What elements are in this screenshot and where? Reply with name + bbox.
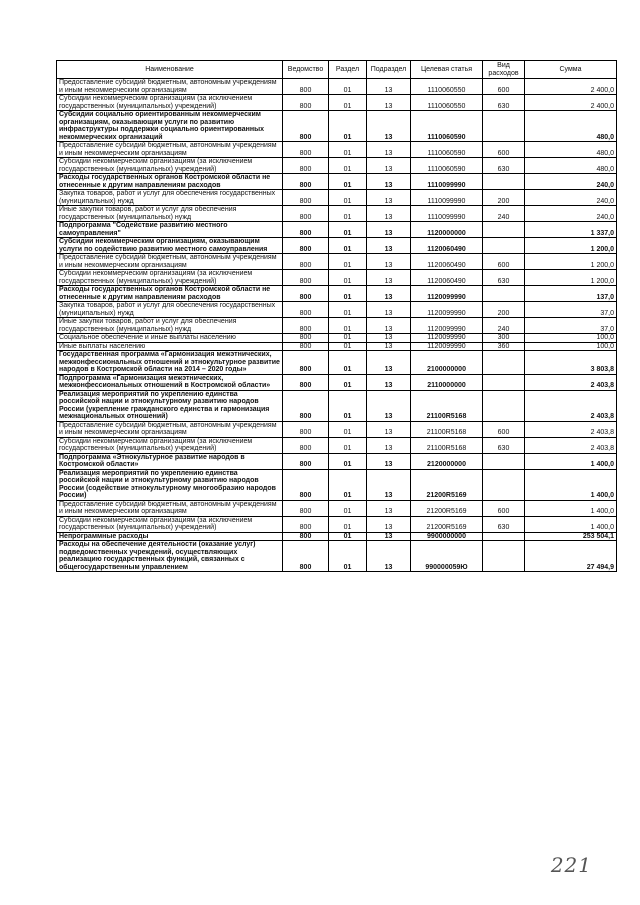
- cell-subsection: 13: [367, 142, 411, 158]
- cell-section: 01: [329, 516, 367, 532]
- cell-name: Закупка товаров, работ и услуг для обеспечения государственных (муниципальных) нужд: [57, 190, 283, 206]
- table-row: [57, 270, 617, 286]
- cell-name: Предоставление субсидий бюджетным, автономным учреждениям и иным некоммерческим организациям: [57, 421, 283, 437]
- cell-target: 21200R5169: [411, 469, 483, 500]
- cell-subsection: 13: [367, 254, 411, 270]
- cell-subsection: 13: [367, 174, 411, 190]
- cell-name: Иные закупки товаров, работ и услуг для обеспечения государственных (муниципальных) нужд: [57, 206, 283, 222]
- cell-name: Предоставление субсидий бюджетным, автономным учреждениям и иным некоммерческим организациям: [57, 79, 283, 95]
- cell-subsection: 13: [367, 158, 411, 174]
- cell-expense-type: [483, 351, 525, 375]
- table-row: [57, 190, 617, 206]
- cell-expense-type: 630: [483, 516, 525, 532]
- cell-subsection: 13: [367, 302, 411, 318]
- cell-subsection: 13: [367, 500, 411, 516]
- cell-target: 21100R5168: [411, 437, 483, 453]
- cell-subsection: 13: [367, 437, 411, 453]
- table-row: [57, 500, 617, 516]
- table-row: [57, 254, 617, 270]
- cell-ministry: 800: [283, 516, 329, 532]
- cell-name: Реализация мероприятий по укреплению единства российской нации и этнокультурному развитию народов России (содействие этнокультурному многообразию народов России): [57, 469, 283, 500]
- cell-ministry: 800: [283, 174, 329, 190]
- cell-amount: 100,0: [525, 334, 617, 343]
- cell-target: 1120060490: [411, 238, 483, 254]
- cell-subsection: 13: [367, 270, 411, 286]
- cell-expense-type: 600: [483, 79, 525, 95]
- cell-target: 990000059Ю: [411, 541, 483, 572]
- cell-expense-type: [483, 453, 525, 469]
- cell-section: 01: [329, 238, 367, 254]
- cell-subsection: 13: [367, 286, 411, 302]
- cell-amount: 2 403,8: [525, 421, 617, 437]
- cell-section: 01: [329, 334, 367, 343]
- cell-name: Субсидии некоммерческим организациям (за исключением государственных (муниципальных) учреждений): [57, 437, 283, 453]
- cell-target: 1120060490: [411, 270, 483, 286]
- cell-ministry: 800: [283, 142, 329, 158]
- cell-target: 1110099990: [411, 174, 483, 190]
- cell-amount: 2 403,8: [525, 390, 617, 421]
- cell-section: 01: [329, 254, 367, 270]
- cell-expense-type: 630: [483, 95, 525, 111]
- table-row: [57, 95, 617, 111]
- cell-target: 1110099990: [411, 206, 483, 222]
- cell-section: 01: [329, 351, 367, 375]
- cell-section: 01: [329, 111, 367, 142]
- cell-amount: 480,0: [525, 158, 617, 174]
- cell-amount: 1 400,0: [525, 453, 617, 469]
- cell-section: 01: [329, 390, 367, 421]
- cell-amount: 137,0: [525, 286, 617, 302]
- table-row: [57, 318, 617, 334]
- cell-section: 01: [329, 318, 367, 334]
- cell-amount: 37,0: [525, 302, 617, 318]
- table-row: [57, 541, 617, 572]
- cell-subsection: 13: [367, 190, 411, 206]
- cell-ministry: 800: [283, 453, 329, 469]
- cell-target: 1110060590: [411, 142, 483, 158]
- table-row: [57, 437, 617, 453]
- cell-name: Субсидии некоммерческим организациям (за исключением государственных (муниципальных) учреждений): [57, 158, 283, 174]
- cell-subsection: 13: [367, 374, 411, 390]
- table-row: [57, 174, 617, 190]
- cell-ministry: 800: [283, 111, 329, 142]
- cell-expense-type: [483, 390, 525, 421]
- cell-ministry: 800: [283, 532, 329, 541]
- cell-name: Непрограммные расходы: [57, 532, 283, 541]
- cell-subsection: 13: [367, 95, 411, 111]
- cell-subsection: 13: [367, 351, 411, 375]
- cell-subsection: 13: [367, 532, 411, 541]
- cell-ministry: 800: [283, 286, 329, 302]
- cell-subsection: 13: [367, 79, 411, 95]
- cell-subsection: 13: [367, 111, 411, 142]
- cell-subsection: 13: [367, 238, 411, 254]
- cell-ministry: 800: [283, 541, 329, 572]
- cell-ministry: 800: [283, 190, 329, 206]
- cell-target: 2110000000: [411, 374, 483, 390]
- cell-name: Социальное обеспечение и иные выплаты населению: [57, 334, 283, 343]
- cell-ministry: 800: [283, 437, 329, 453]
- cell-expense-type: 240: [483, 206, 525, 222]
- cell-target: 1120099990: [411, 334, 483, 343]
- table-row: [57, 469, 617, 500]
- header-ministry: Ведомство: [283, 61, 329, 79]
- page-number: 221: [550, 853, 592, 877]
- table-row: [57, 374, 617, 390]
- cell-target: 1110060590: [411, 158, 483, 174]
- table-header-row: [57, 61, 617, 79]
- cell-name: Субсидии некоммерческим организациям (за исключением государственных (муниципальных) учреждений): [57, 270, 283, 286]
- cell-ministry: 800: [283, 270, 329, 286]
- cell-name: Расходы на обеспечение деятельности (оказание услуг) подведомственных учреждений, осуществляющих реализацию государственных функций, связанных с общегосударственным управлением: [57, 541, 283, 572]
- cell-amount: 1 400,0: [525, 516, 617, 532]
- header-expense-type: Вид расходов: [483, 61, 525, 79]
- cell-section: 01: [329, 302, 367, 318]
- cell-subsection: 13: [367, 390, 411, 421]
- cell-section: 01: [329, 206, 367, 222]
- table-row: [57, 111, 617, 142]
- cell-target: 1110099990: [411, 190, 483, 206]
- cell-target: 1120099990: [411, 318, 483, 334]
- cell-ministry: 800: [283, 95, 329, 111]
- cell-section: 01: [329, 421, 367, 437]
- cell-expense-type: 600: [483, 142, 525, 158]
- header-target: Целевая статья: [411, 61, 483, 79]
- cell-expense-type: [483, 532, 525, 541]
- cell-section: 01: [329, 286, 367, 302]
- table-row: [57, 302, 617, 318]
- cell-section: 01: [329, 190, 367, 206]
- cell-ministry: 800: [283, 206, 329, 222]
- cell-amount: 1 200,0: [525, 238, 617, 254]
- cell-amount: 253 504,1: [525, 532, 617, 541]
- cell-ministry: 800: [283, 334, 329, 343]
- cell-target: 9900000000: [411, 532, 483, 541]
- cell-subsection: 13: [367, 469, 411, 500]
- cell-expense-type: 600: [483, 254, 525, 270]
- cell-amount: 240,0: [525, 174, 617, 190]
- cell-name: Субсидии социально ориентированным некоммерческим организациям, оказывающим услуги по развитию инфраструктуры поддержки социально ориентированных некоммерческих организаций: [57, 111, 283, 142]
- cell-ministry: 800: [283, 469, 329, 500]
- cell-target: 21100R5168: [411, 421, 483, 437]
- cell-section: 01: [329, 541, 367, 572]
- cell-section: 01: [329, 95, 367, 111]
- cell-section: 01: [329, 174, 367, 190]
- cell-target: 1120000000: [411, 222, 483, 238]
- cell-name: Предоставление субсидий бюджетным, автономным учреждениям и иным некоммерческим организациям: [57, 500, 283, 516]
- cell-section: 01: [329, 532, 367, 541]
- cell-name: Субсидии некоммерческим организациям (за исключением государственных (муниципальных) учреждений): [57, 95, 283, 111]
- header-amount: Сумма: [525, 61, 617, 79]
- cell-subsection: 13: [367, 421, 411, 437]
- table-row: [57, 453, 617, 469]
- cell-target: 1120099990: [411, 286, 483, 302]
- cell-amount: 2 400,0: [525, 79, 617, 95]
- cell-target: 1110060550: [411, 95, 483, 111]
- cell-amount: 240,0: [525, 190, 617, 206]
- cell-name: Государственная программа «Гармонизация межэтнических, межконфессиональных отношений и этнокультурное развитие народов в Костромской области на 2014 – 2020 годы»: [57, 351, 283, 375]
- table-row: [57, 158, 617, 174]
- cell-expense-type: 240: [483, 318, 525, 334]
- cell-expense-type: 200: [483, 302, 525, 318]
- cell-expense-type: [483, 222, 525, 238]
- cell-amount: 1 400,0: [525, 469, 617, 500]
- cell-expense-type: 600: [483, 421, 525, 437]
- table-row: [57, 516, 617, 532]
- cell-target: 1110060550: [411, 79, 483, 95]
- cell-name: Закупка товаров, работ и услуг для обеспечения государственных (муниципальных) нужд: [57, 302, 283, 318]
- table-row: [57, 286, 617, 302]
- cell-amount: 480,0: [525, 142, 617, 158]
- cell-ministry: 800: [283, 500, 329, 516]
- cell-name: Предоставление субсидий бюджетным, автономным учреждениям и иным некоммерческим организациям: [57, 142, 283, 158]
- cell-subsection: 13: [367, 342, 411, 351]
- cell-section: 01: [329, 158, 367, 174]
- cell-expense-type: 360: [483, 342, 525, 351]
- cell-amount: 2 403,8: [525, 374, 617, 390]
- cell-amount: 100,0: [525, 342, 617, 351]
- cell-target: 1110060590: [411, 111, 483, 142]
- cell-ministry: 800: [283, 79, 329, 95]
- cell-name: Иные закупки товаров, работ и услуг для обеспечения государственных (муниципальных) нужд: [57, 318, 283, 334]
- cell-name: Подпрограмма «Этнокультурное развитие народов в Костромской области»: [57, 453, 283, 469]
- cell-expense-type: [483, 541, 525, 572]
- cell-amount: 37,0: [525, 318, 617, 334]
- cell-subsection: 13: [367, 206, 411, 222]
- cell-ministry: 800: [283, 254, 329, 270]
- table-row: [57, 142, 617, 158]
- cell-name: Расходы государственных органов Костромской области не отнесенные к другим направлениям расходов: [57, 286, 283, 302]
- cell-ministry: 800: [283, 390, 329, 421]
- cell-ministry: 800: [283, 351, 329, 375]
- header-subsection: Подраздел: [367, 61, 411, 79]
- cell-expense-type: 630: [483, 270, 525, 286]
- table-row: [57, 334, 617, 343]
- cell-section: 01: [329, 79, 367, 95]
- cell-section: 01: [329, 270, 367, 286]
- cell-subsection: 13: [367, 334, 411, 343]
- cell-amount: 1 400,0: [525, 500, 617, 516]
- table-row: [57, 532, 617, 541]
- cell-subsection: 13: [367, 516, 411, 532]
- cell-target: 1120099990: [411, 302, 483, 318]
- cell-expense-type: [483, 238, 525, 254]
- cell-amount: 3 803,8: [525, 351, 617, 375]
- cell-section: 01: [329, 469, 367, 500]
- cell-expense-type: 300: [483, 334, 525, 343]
- cell-ministry: 800: [283, 342, 329, 351]
- cell-section: 01: [329, 374, 367, 390]
- cell-amount: 480,0: [525, 111, 617, 142]
- cell-target: 1120060490: [411, 254, 483, 270]
- cell-target: 21100R5168: [411, 390, 483, 421]
- cell-ministry: 800: [283, 158, 329, 174]
- cell-amount: 1 200,0: [525, 254, 617, 270]
- cell-name: Предоставление субсидий бюджетным, автономным учреждениям и иным некоммерческим организациям: [57, 254, 283, 270]
- cell-section: 01: [329, 437, 367, 453]
- cell-expense-type: 630: [483, 158, 525, 174]
- cell-section: 01: [329, 453, 367, 469]
- cell-expense-type: 200: [483, 190, 525, 206]
- cell-expense-type: [483, 286, 525, 302]
- table-row: [57, 351, 617, 375]
- cell-target: 2100000000: [411, 351, 483, 375]
- cell-section: 01: [329, 142, 367, 158]
- table-row: [57, 79, 617, 95]
- cell-expense-type: [483, 469, 525, 500]
- cell-subsection: 13: [367, 453, 411, 469]
- cell-ministry: 800: [283, 318, 329, 334]
- cell-amount: 2 403,8: [525, 437, 617, 453]
- cell-section: 01: [329, 342, 367, 351]
- cell-target: 21200R5169: [411, 516, 483, 532]
- cell-name: Субсидии некоммерческим организациям, оказывающим услуги по содействию развитию местного самоуправления: [57, 238, 283, 254]
- header-section: Раздел: [329, 61, 367, 79]
- cell-target: 2120000000: [411, 453, 483, 469]
- cell-amount: 240,0: [525, 206, 617, 222]
- cell-ministry: 800: [283, 238, 329, 254]
- cell-amount: 1 200,0: [525, 270, 617, 286]
- cell-amount: 1 337,0: [525, 222, 617, 238]
- cell-name: Подпрограмма «Гармонизация межэтнических, межконфессиональных отношений в Костромской области»: [57, 374, 283, 390]
- table-row: [57, 390, 617, 421]
- table-row: [57, 206, 617, 222]
- cell-amount: 2 400,0: [525, 95, 617, 111]
- cell-ministry: 800: [283, 374, 329, 390]
- cell-name: Субсидии некоммерческим организациям (за исключением государственных (муниципальных) учреждений): [57, 516, 283, 532]
- cell-target: 21200R5169: [411, 500, 483, 516]
- table-row: [57, 342, 617, 351]
- cell-amount: 27 494,9: [525, 541, 617, 572]
- cell-ministry: 800: [283, 421, 329, 437]
- table-row: [57, 222, 617, 238]
- cell-expense-type: [483, 374, 525, 390]
- cell-target: 1120099990: [411, 342, 483, 351]
- cell-section: 01: [329, 222, 367, 238]
- cell-expense-type: 600: [483, 500, 525, 516]
- cell-ministry: 800: [283, 302, 329, 318]
- table-row: [57, 238, 617, 254]
- cell-ministry: 800: [283, 222, 329, 238]
- cell-subsection: 13: [367, 318, 411, 334]
- cell-section: 01: [329, 500, 367, 516]
- cell-subsection: 13: [367, 541, 411, 572]
- cell-expense-type: 630: [483, 437, 525, 453]
- table-row: [57, 421, 617, 437]
- cell-name: Реализация мероприятий по укреплению единства российской нации и этнокультурному развитию народов России (укрепление гражданского единства и гармонизация межнациональных отношений): [57, 390, 283, 421]
- cell-name: Подпрограмма "Содействие развитию местного самоуправления": [57, 222, 283, 238]
- cell-expense-type: [483, 111, 525, 142]
- cell-expense-type: [483, 174, 525, 190]
- cell-subsection: 13: [367, 222, 411, 238]
- budget-table: [56, 60, 617, 572]
- cell-name: Иные выплаты населению: [57, 342, 283, 351]
- cell-name: Расходы государственных органов Костромской области не отнесенные к другим направлениям расходов: [57, 174, 283, 190]
- header-name: Наименование: [57, 61, 283, 79]
